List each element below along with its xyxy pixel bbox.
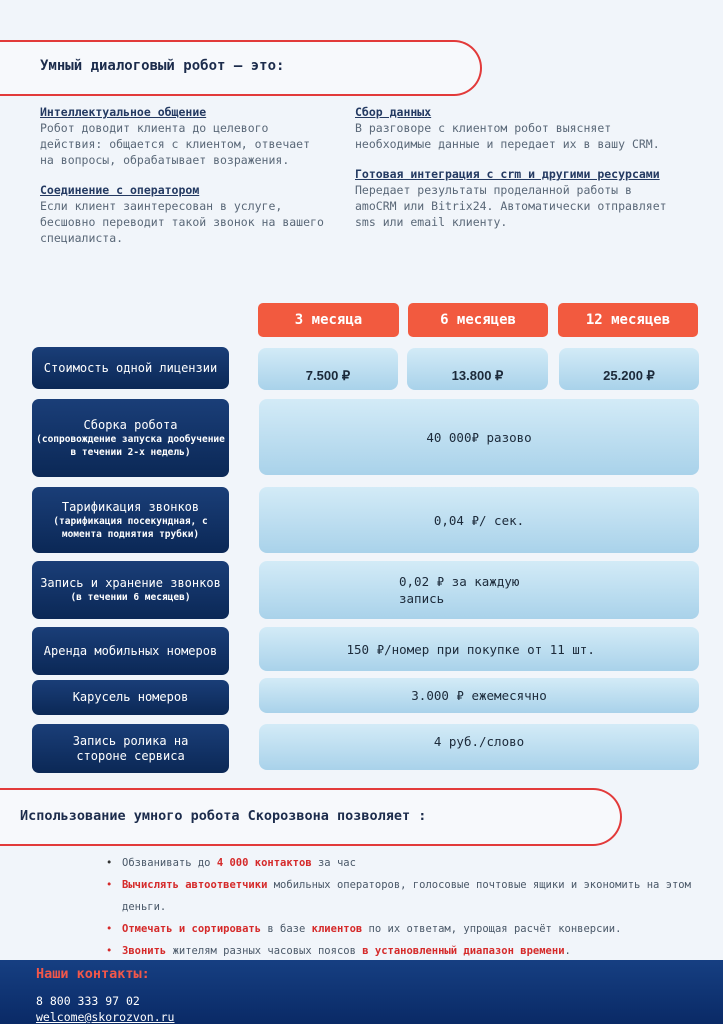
pricing-row-label <box>32 561 229 619</box>
list-item: • Обзванивать до 4 000 контактов за час <box>104 852 704 874</box>
contact-phone[interactable]: 8 800 333 97 02 <box>36 994 140 1008</box>
benefits-title: Использование умного робота Скорозвона позволяет : <box>20 808 427 824</box>
row-label: Аренда мобильных номеров <box>43 643 218 658</box>
license-price-3m: 7.500 ₽ <box>258 348 398 390</box>
features-right-column <box>355 104 670 244</box>
period-12-months: 12 месяцев <box>558 303 698 337</box>
period-6-months: 6 месяцев <box>408 303 548 337</box>
pricing-row-value: 3.000 ₽ ежемесячно <box>259 678 699 713</box>
pricing-row-value <box>259 561 699 619</box>
feature-text: Робот доводит клиента до целевого действия: общается с клиентом, отвечает на вопросы, обрабатывает возражения. <box>40 121 311 167</box>
pricing-row-label <box>32 680 229 715</box>
pricing-row-label <box>32 487 229 553</box>
benefits-list <box>104 852 704 962</box>
features-left-column <box>40 104 330 260</box>
list-item: • Звонить жителям разных часовых поясов в установленный диапазон времени. <box>104 940 704 962</box>
license-price-6m: 13.800 ₽ <box>407 348 548 390</box>
row-sublabel: (сопровождение запуска дообучение в течении 2-х недель) <box>36 433 225 458</box>
row-sublabel: (в течении 6 месяцев) <box>70 592 191 603</box>
feature-heading: Готовая интеграция с crm и другими ресурсами <box>355 167 660 181</box>
feature-heading: Интеллектуальное общение <box>40 105 207 119</box>
contacts-title: Наши контакты: <box>36 966 150 982</box>
row-sublabel: (тарификация посекундная, с момента поднятия трубки) <box>53 515 208 540</box>
list-item: • Вычислять автоответчики мобильных операторов, голосовые почтовые ящики и экономить на этом деньги. <box>104 874 704 918</box>
row-label: Тарификация звонков <box>61 499 200 514</box>
license-price-12m: 25.200 ₽ <box>559 348 699 390</box>
period-3-months: 3 месяца <box>258 303 399 337</box>
row-label: Сборка робота <box>83 417 178 432</box>
row-label: Запись ролика на стороне сервиса <box>72 733 189 763</box>
row-label: Стоимость одной лицензии <box>43 360 218 375</box>
value-text: 150 ₽/номер при покупке от 11 шт. <box>346 641 595 657</box>
page-title: Умный диалоговый робот – это: <box>40 58 285 74</box>
pricing-row-label <box>32 724 229 773</box>
pricing-row-value <box>259 627 699 671</box>
list-item: • Отмечать и сортировать в базе клиентов по их ответам, упрощая расчёт конверсии. <box>104 918 704 940</box>
feature-text: В разговоре с клиентом робот выясняет необходимые данные и передает их в вашу CRM. <box>355 121 660 151</box>
row-label: Карусель номеров <box>72 690 189 704</box>
license-label <box>32 347 229 389</box>
feature-heading: Сбор данных <box>355 105 432 119</box>
pricing-row-value: 4 руб./слово <box>259 724 699 770</box>
feature-text: Передает результаты проделанной работы в amoCRM или Bitrix24. Автоматически отправляет sms или email клиенту. <box>355 183 667 229</box>
pricing-row-value: 0,04 ₽/ сек. <box>259 487 699 553</box>
pricing-row-value: 40 000₽ разово <box>259 399 699 475</box>
pricing-row-label <box>32 627 229 675</box>
feature-heading: Соединение с оператором <box>40 183 200 197</box>
pricing-row-label <box>32 399 229 477</box>
row-label: Запись и хранение звонков <box>40 576 221 590</box>
value-text: 0,02 ₽ за каждую запись <box>399 574 520 606</box>
contact-email[interactable]: welcome@skorozvon.ru <box>36 1010 175 1024</box>
feature-text: Если клиент заинтересован в услуге, бесшовно переводит такой звонок на вашего специалиста. <box>40 199 324 245</box>
